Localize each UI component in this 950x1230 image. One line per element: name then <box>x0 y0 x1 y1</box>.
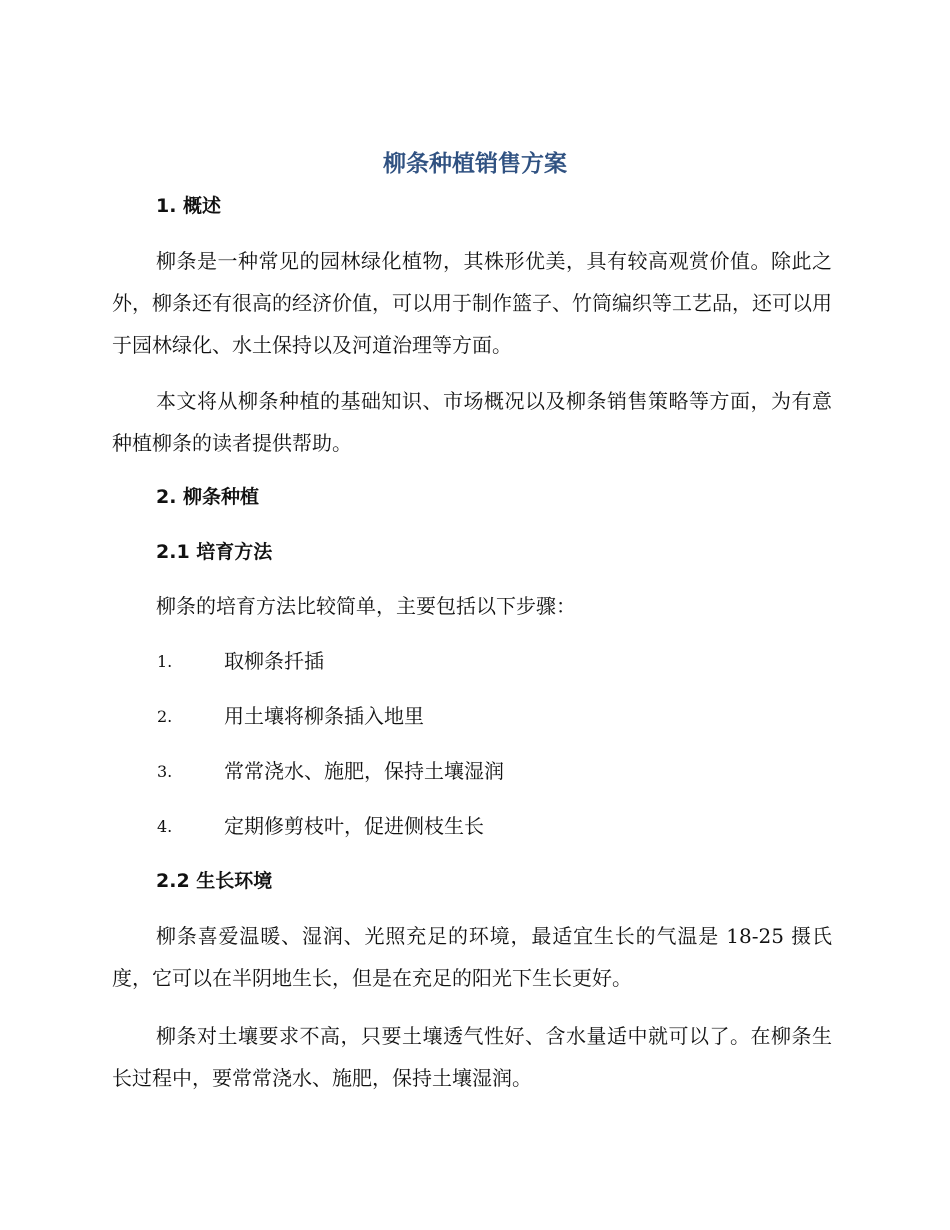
subsection-heading-environment: 2.2 生长环境 <box>156 870 273 892</box>
paragraph-environment-2: 柳条对土壤要求不高，只要土壤透气性好、含水量适中就可以了。在柳条生长过程中，要常常浇水、施肥，保持土壤湿润。 <box>112 1024 832 1090</box>
paragraph-cultivation-intro: 柳条的培育方法比较简单，主要包括以下步骤： <box>156 594 576 618</box>
document-title: 柳条种植销售方案 <box>383 151 567 177</box>
subsection-heading-cultivation: 2.1 培育方法 <box>156 541 273 563</box>
section-heading-overview: 1. 概述 <box>156 195 222 217</box>
list-item-number: 2. <box>157 707 173 726</box>
list-item-number: 1. <box>157 652 173 671</box>
paragraph-overview-2: 本文将从柳条种植的基础知识、市场概况以及柳条销售策略等方面，为有意种植柳条的读者提供帮助。 <box>112 389 832 455</box>
list-item-text: 取柳条扦插 <box>224 649 324 673</box>
section-heading-planting: 2. 柳条种植 <box>156 486 260 508</box>
list-item-number: 3. <box>157 762 173 781</box>
list-item-text: 常常浇水、施肥，保持土壤湿润 <box>224 759 504 783</box>
list-item-text: 定期修剪枝叶，促进侧枝生长 <box>224 814 484 838</box>
list-item-number: 4. <box>157 817 173 836</box>
list-item-text: 用土壤将柳条插入地里 <box>224 704 424 728</box>
paragraph-environment-1: 柳条喜爱温暖、湿润、光照充足的环境，最适宜生长的气温是 18-25 摄氏度，它可以在半阴地生长，但是在充足的阳光下生长更好。 <box>112 924 832 990</box>
paragraph-overview-1: 柳条是一种常见的园林绿化植物，其株形优美，具有较高观赏价值。除此之外，柳条还有很高的经济价值，可以用于制作篮子、竹筒编织等工艺品，还可以用于园林绿化、水土保持以及河道治理等方面。 <box>112 249 832 357</box>
